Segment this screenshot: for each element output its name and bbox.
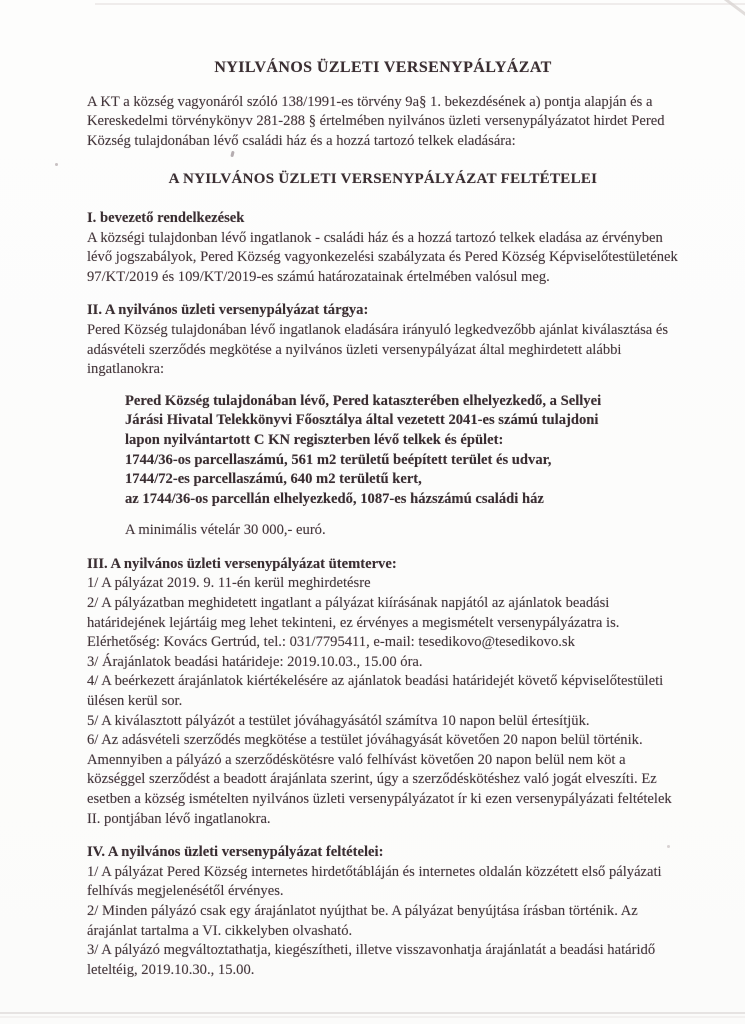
section-ii-heading: II. A nyilvános üzleti versenypályázat tárgya: <box>87 302 369 319</box>
section-i-heading: I. bevezető rendelkezések <box>87 209 245 226</box>
section-iii <box>87 555 679 829</box>
property-line: az 1744/36-os parcellán elhelyezkedő, 1087-es házszámú családi ház <box>125 490 544 507</box>
property-line: 1744/72-es parcellaszámú, 640 m2 területű kert, <box>125 471 422 488</box>
section-iv <box>87 843 679 980</box>
section-ii <box>87 301 679 541</box>
scan-artifact-top-edge <box>95 3 745 5</box>
section-i-body: A községi tulajdonban lévő ingatlanok - családi ház és a hozzá tartozó telkek eladása az érvényben lévő jogszabályok, Pered Község vagyonkezelési szabályzata és Pered Község Képviselőtestületének 97/KT/2019 és 109/KT/2019-es számú határozatainak értelmében valósul meg. <box>87 229 678 285</box>
document-content <box>87 58 679 980</box>
schedule-item-4: 4/ A beérkezett árajánlatok kiértékelésére az ajánlatok beadási határidejét követő képviselőtestületi ülésen kerül sor. <box>87 673 664 710</box>
section-iii-heading: III. A nyilvános üzleti versenypályázat ütemterve: <box>87 555 397 572</box>
document-title: NYILVÁNOS ÜZLETI VERSENYPÁLYÁZAT <box>214 59 552 76</box>
intro-paragraph: A KT a község vagyonáról szóló 138/1991-es törvény 9a§ 1. bekezdésének a) pontja alapján és a Kereskedelmi törvénykönyv 281-288 § értelmében nyilvános üzleti versenypályázatot hirdet Pered Község tulajdonában lévő családi ház és a hozzá tartozó telkek eladására: <box>87 93 665 149</box>
scan-artifact-bottom-edge <box>0 1012 745 1014</box>
condition-item-1: 1/ A pályázat Pered Község internetes hirdetőtábláján és internetes oldalán közzétett első pályázati felhívás megjelenésétől érvényes. <box>87 863 662 900</box>
condition-item-2: 2/ Minden pályázó csak egy árajánlatot nyújthat be. A pályázat benyújtása írásban történik. Az árajánlat tartalma a VI. cikkelyben olvasható. <box>87 902 638 939</box>
scan-artifact-bottom-edge-2 <box>0 1016 745 1018</box>
schedule-item-5: 5/ A kiválasztott pályázót a testület jóváhagyásától számítva 10 napon belül értesítjük. <box>87 712 590 729</box>
property-line: lapon nyilvántartott C KN regiszterben lévő telkek és épület: <box>125 431 504 448</box>
schedule-item-1: 1/ A pályázat 2019. 9. 11-én kerül meghirdetésre <box>87 575 371 592</box>
document-subtitle: A NYILVÁNOS ÜZLETI VERSENYPÁLYÁZAT FELTÉTELEI <box>168 171 598 188</box>
schedule-item-6: 6/ Az adásvételi szerződés megkötése a testület jóváhagyását követően 20 napon belül történik. Amennyiben a pályázó a szerződéskötésre való felhívást követően 20 napon belül nem köt a községgel szerződést a beadott árajánlata szerint, úgy a szerződéskötéshez való jogát elveszíti. Ez esetben a község ismételten nyilvános üzleti versenypályázatot ír ki ezen versenypályázati feltételek II. pontjában lévő ingatlanokra. <box>87 732 672 827</box>
section-i <box>87 209 679 287</box>
property-line: Pered Község tulajdonában lévő, Pered kataszterében elhelyezkedő, a Sellyei <box>125 392 602 409</box>
schedule-item-3: 3/ Árajánlatok beadási határideje: 2019.10.03., 15.00 óra. <box>87 653 423 670</box>
minimum-price-line: A minimális vételár 30 000,- euró. <box>125 522 326 539</box>
section-iv-heading: IV. A nyilvános üzleti versenypályázat feltételei: <box>87 844 384 861</box>
property-line: Járási Hivatal Telekkönyvi Főosztálya által vezetett 2041-es számú tulajdoni <box>125 412 599 429</box>
scan-speck <box>55 163 58 166</box>
schedule-item-2: 2/ A pályázatban meghidetett ingatlant a pályázat kiírásának napjától az ajánlatok beadási határidejének lejártáig meg lehet tekinteni, ez érvényes a megismételt versenypályázatra is. <box>87 595 620 631</box>
condition-item-3: 3/ A pályázó megváltoztathatja, kiegészítheti, illetve visszavonhatja árajánlatát a beadási határidő leteltéig, 2019.10.30., 15.00. <box>87 942 656 978</box>
property-description-block <box>125 392 679 510</box>
property-line: 1744/36-os parcellaszámú, 561 m2 területű beépített terület és udvar, <box>125 451 552 468</box>
scan-artifact-corner-fold <box>709 0 745 20</box>
section-ii-body: Pered Község tulajdonában lévő ingatlanok eladására irányuló legkedvezőbb ajánlat kiválasztása és adásvételi szerződés megkötése a nyilvános üzleti versenypályázat által meghirdetett alábbi ingatlanokra: <box>87 321 669 378</box>
contact-line: Elérhetőség: Kovács Gertrúd, tel.: 031/7795411, e-mail: tesedikovo@tesedikovo.sk <box>87 634 575 651</box>
